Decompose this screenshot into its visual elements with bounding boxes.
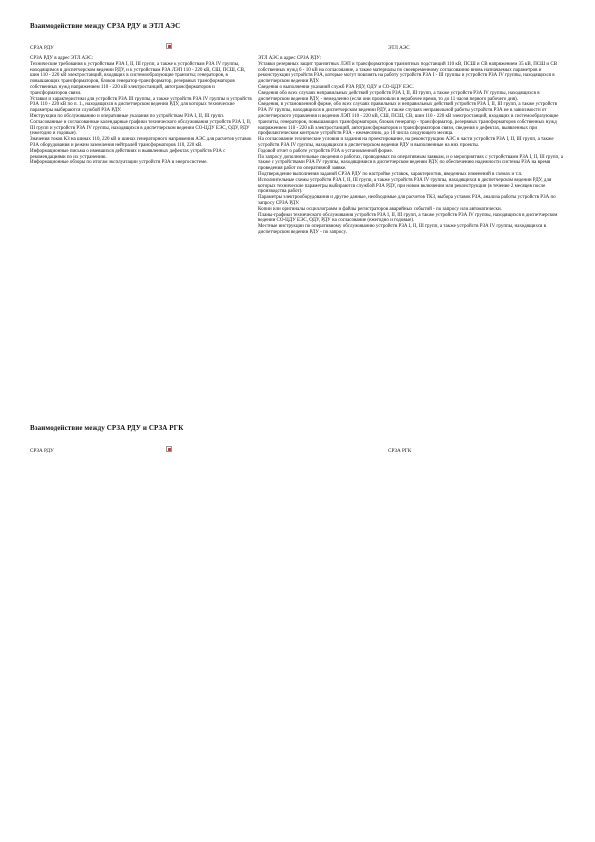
paragraph: Годовой отчет о работе устройств РЗА в установленной форме. <box>258 148 393 154</box>
paragraph: По запросу дополнительные сведения о работах, проводимых по оперативным заявкам, и о мероприятиях с устройствами РЗА I, II, III групп, а также с устройствами РЗА IV группы, находящимися в диспетчерском ведении РДУ, по обеспечению надежности системы РЗА на время проведения работ по оперативной заявке. <box>258 154 563 172</box>
paragraph: Подтверждение выполнения заданий СРЗА РДУ по настройке уставок, характеристик, введенных изменений в схемах и т.п. <box>258 171 523 177</box>
paragraph: На согласование технические условия и задания на проектирование, на реконструкцию АЭС в части устройств РЗА I, II, III групп, а также устройств РЗА IV группы, находящихся в диспетчерском ведении РДУ и выполненные на них проекты. <box>258 137 554 148</box>
paragraph: Уставки и характеристики для устройств РЗА III группы, а также устройств РЗА IV группы и устройств РЗА 110 - 220 кВ по п. 1., находящихся в диспетчерском ведении РДУ, для которых технические параметры выбираются службой РЗА РДУ. <box>30 96 252 114</box>
paragraph: СРЗА РДУ в адрес ЭТЛ АЭС: <box>30 56 94 61</box>
paragraph: Планы-графики технического обслуживания устройств РЗА I, II, III групп, а также устройств РЗА IV группы, находящихся в диспетчерском ведении СО-ЦДУ ЕЭС, ОДУ, РДУ на согласование (ежегодно и годовые). <box>258 212 558 224</box>
broken-image-icon <box>166 446 172 452</box>
paragraph: Сведения, в установленной форме, обо всех случаях правильных и неправильных действий устройств РЗА I, II, III групп, а также устройств РЗА IV группы, находящихся в диспетчерском ведении РДУ, а также случаях неправильной работы устройств РЗА не в зависимости от диспетчерского управления и ведения ЛЭП 110 - 220 кВ, СШ, ПСШ, СВ, шин 110 - 220 кВ электростанций, входящих в системообразующие транзиты, генераторов, повышающих трансформаторов, блоков генератор - трансформатор, резервных трансформаторов собственных нужд напряжением 110 - 220 кВ электростанций, автотрансформаторов и трансформаторов связи, сведения о дефектах, выявленных при профилактическом контроле устройств РЗА - ежемесячно, до 10 числа следующего месяца. <box>258 102 559 137</box>
paragraph: Местные инструкции по оперативному обслуживанию устройств РЗА I, II, III групп, а также устройств РЗА IV группы, находящихся в диспетчерском ведении РДУ - по запросу. <box>258 224 546 235</box>
paragraph: Сведения обо всех случаях неправильных действий устройств РЗА I, II, III групп, а также устройств РЗА IV группы, находящихся в диспетчерском ведении РДУ, - немедленно (если они произошли в нерабочее время, то до 11 часов первого рабочего дня). <box>258 90 540 102</box>
paragraph: Значения токов КЗ на шинах 110, 220 кВ и шинах генераторного напряжения АЭС для расчетов уставок РЗА оборудования и режим заземления нейтралей трансформаторов 110, 220 кВ. <box>30 137 252 148</box>
paragraph: Технические требования к устройствам РЗА I, II, III групп, а также к устройствам РЗА IV группы, находящимся в диспетчерском ведении РДУ, и к устройствам РЗА ЛЭП 110 - 220 кВ, СШ, ПСШ, СВ, шин 110 - 220 кВ электростанций, входящих в системообразующие транзиты; генераторов, в повышающих трансформаторов, блоков генератор-трансформатор, резервных трансформаторов собственных нужд напряжением 110 - 220 кВ электростанций, автотрансформаторов и трансформаторов связи. <box>30 61 246 96</box>
broken-image-icon <box>166 43 172 49</box>
section2-left-head: СРЗА РДУ <box>30 448 54 454</box>
paragraph: Уставки резервных защит транзитных ЛЭП и трансформаторов транзитных подстанций 110 кВ, ПСШ и СВ напряжением 35 кВ, ПСШ и СВ собственных нужд 6 - 10 кВ на согласование, а также материалы по своевременному согласованию вновь назначаемых параметров и реконструкции устройств РЗА, которые могут повлиять на работу устройств РЗА I - III группы и устройств РЗА IV группы, находящихся в диспетчерском ведении РДУ. <box>258 61 558 85</box>
paragraph: Копии или оригиналы осциллограмм и файлы регистраторов аварийных событий - по запросу или автоматически. <box>258 206 502 212</box>
section1-left-head: СРЗА РДУ <box>30 45 54 51</box>
section1-title: Взаимодействие между СРЗА РДУ и ЭТЛ АЭС <box>30 22 181 30</box>
section2-right-head: СРЗА РГК <box>388 448 412 454</box>
paragraph: Информационные обзоры по итогам эксплуатации устройств РЗА в энергосистеме. <box>30 160 208 166</box>
paragraph: Согласованные и согласованные календарные графики технического обслуживания устройств РЗА I, II, III групп и устройств РЗА IV группы, находящихся в диспетчерском ведении СО-ЦДУ ЕЭС, ОДУ, РДУ (ежегодно и годовые). <box>30 119 252 137</box>
section1-left-column <box>30 56 252 166</box>
paragraph: Сведения о выполнении указаний служб РЗА РДУ, ОДУ и СО-ЦДУ ЕЭС. <box>258 84 414 90</box>
paragraph: Информационные письма о имевшихся действиях и выявленных дефектах устройств РЗА с рекомендациями по их устранению. <box>30 148 226 160</box>
paragraph: ЭТЛ АЭС в адрес СРЗА РДУ: <box>258 56 321 61</box>
section1-right-head: ЭТЛ АЭС <box>388 45 410 51</box>
paragraph: Исполнительные схемы устройств РЗА I, II, III групп, а также устройств РЗА IV группы, находящихся в диспетчерском ведении РДУ, для которых технические параметры выбираются службой РЗА РДУ, при новом включении или реконструкции (в течение 2 месяцев после производства работ). <box>258 177 552 195</box>
paragraph: Инструкции по обслуживанию и оперативные указания по устройствам РЗА I, II, III групп. <box>30 113 225 119</box>
section1-right-column <box>258 56 566 236</box>
paragraph: Параметры электрооборудования и другие данные, необходимые для расчетов ТКЗ, выбора уставок РЗА, анализа работы устройств РЗА по запросу СРЗА РДУ. <box>258 195 556 206</box>
section2-title: Взаимодействие между СРЗА РДУ и СРЗА РГК <box>30 424 184 432</box>
